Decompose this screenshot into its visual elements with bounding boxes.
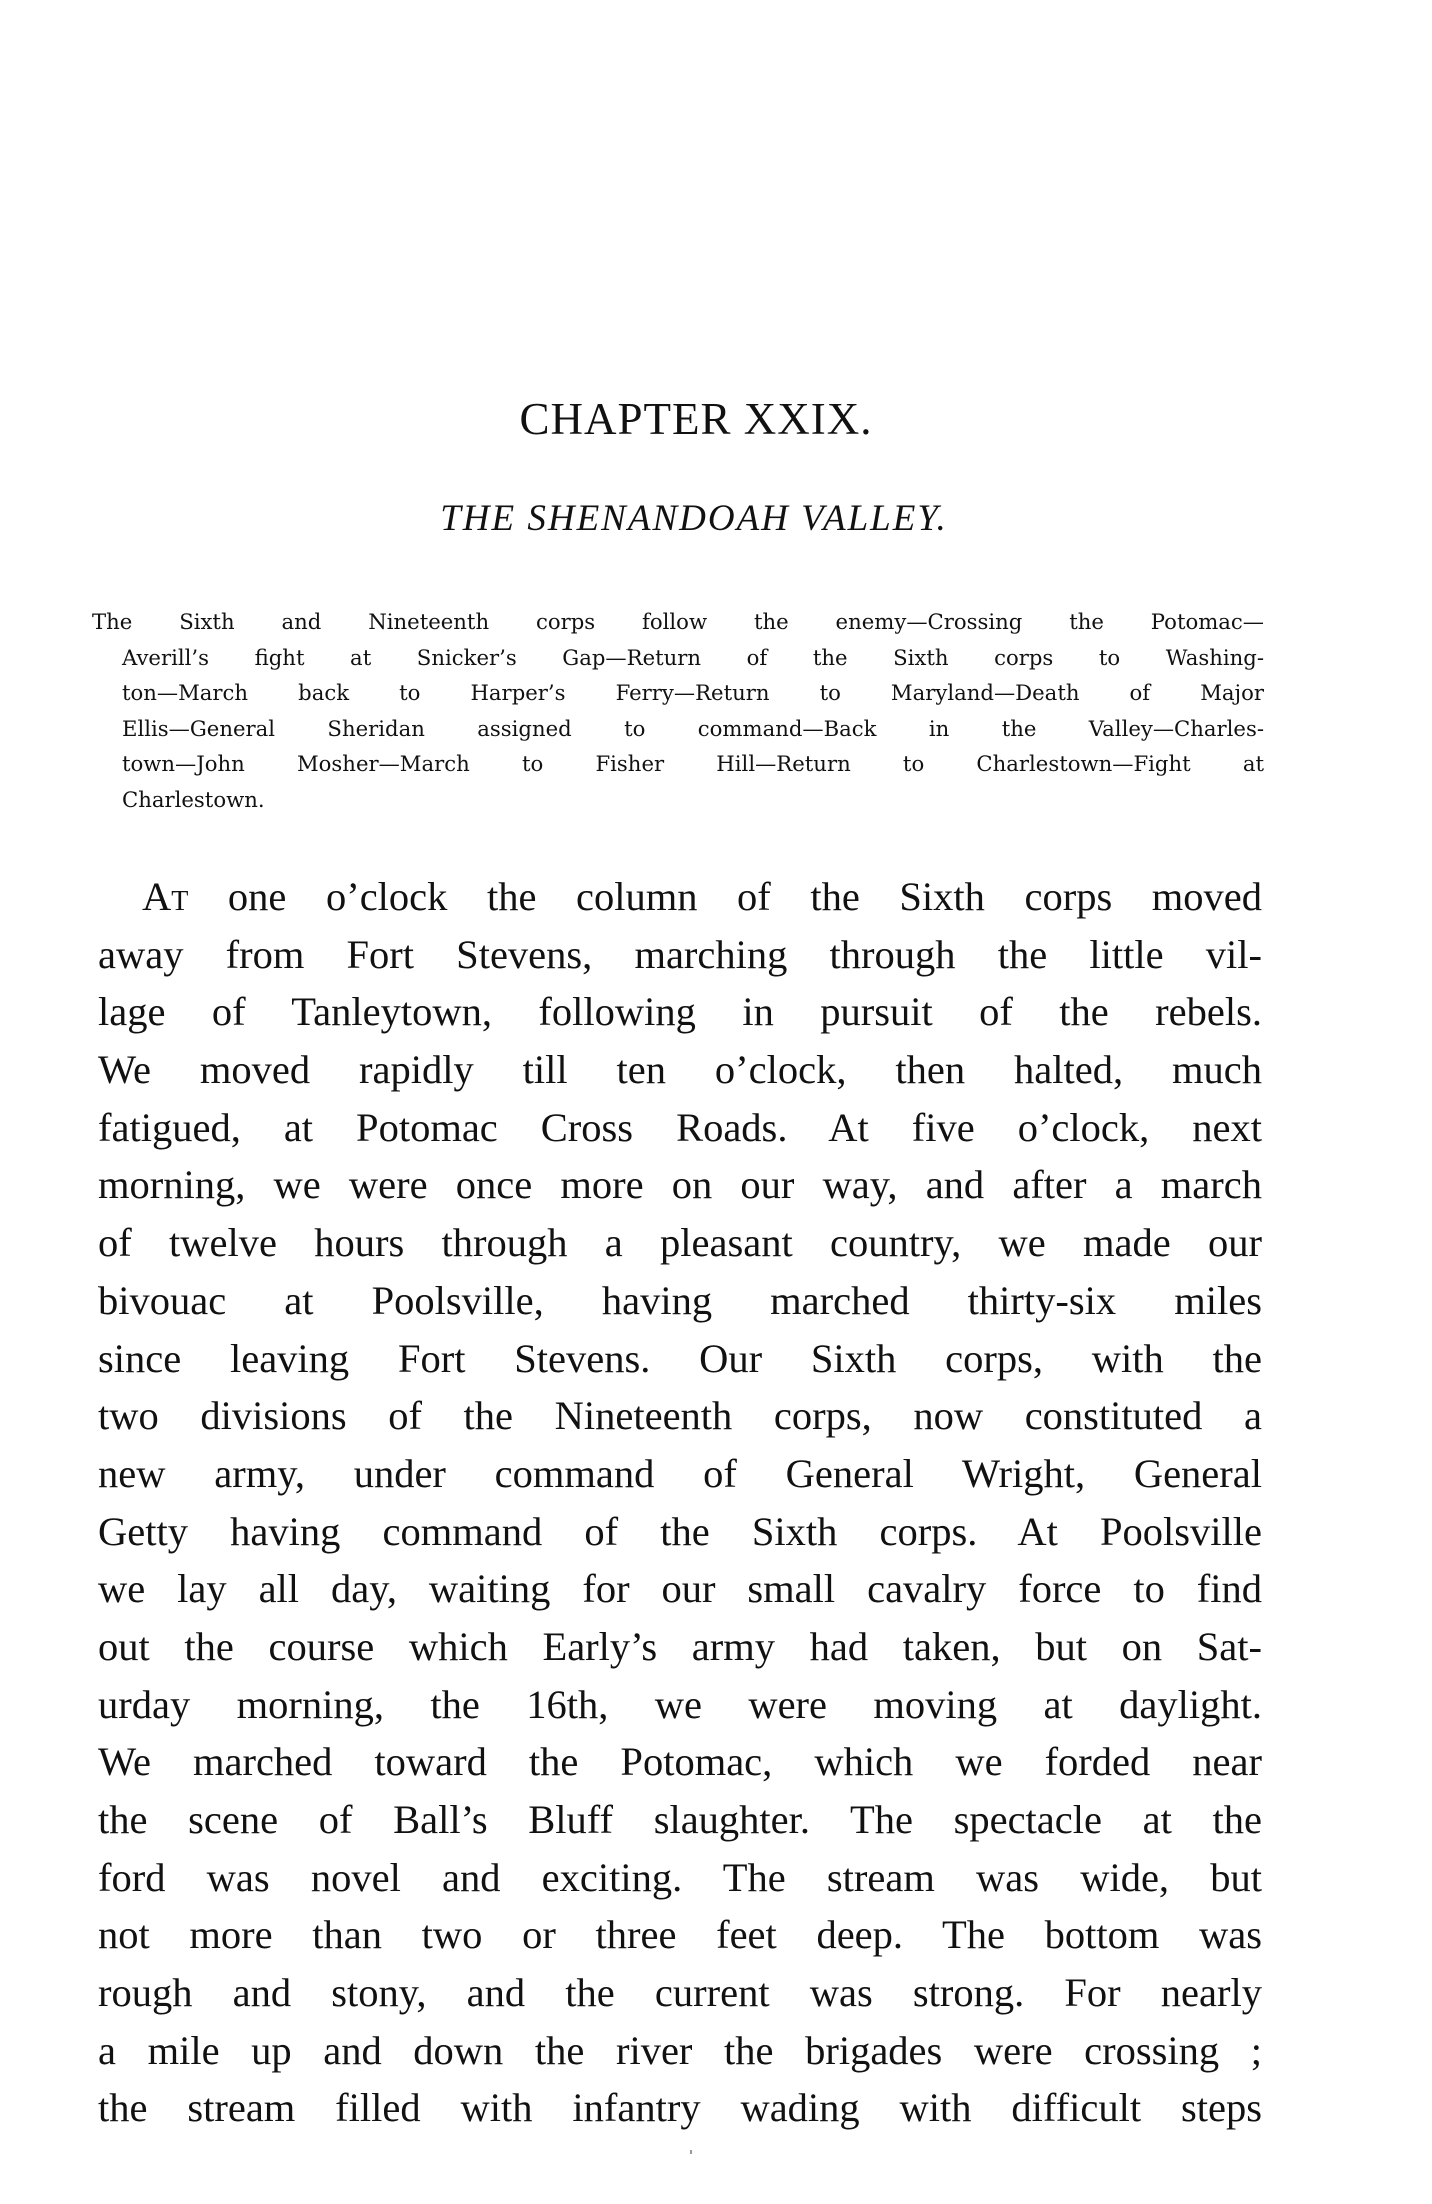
body-line: Getty having command of the Sixth corps. At Poolsville [98,1508,1262,1554]
body-line: the scene of Ball’s Bluff slaughter. The spectacle at the [98,1797,1262,1842]
body-line: urday morning, the 16th, we were moving at daylight. [98,1681,1262,1727]
body-line: rough and stony, and the current was strong. For nearly [98,1970,1262,2016]
body-line: of twelve hours through a pleasant country, we made our [98,1220,1262,1266]
synopsis-line: Charlestown. [122,786,265,812]
synopsis-line: ton—March back to Harper’s Ferry—Return to Maryland—Death of Major [122,680,1264,705]
synopsis-line: Ellis—General Sheridan assigned to command—Back in the Valley—Charles- [122,715,1264,741]
body-line: bivouac at Poolsville, having marched thirty-six miles [98,1277,1262,1323]
body-line: since leaving Fort Stevens. Our Sixth corps, with the [98,1335,1262,1381]
body-line: lage of Tanleytown, following in pursuit of the rebels. [98,989,1262,1035]
body-line: morning, we were once more on our way, and after a march [98,1162,1262,1208]
chapter-subtitle: THE SHENANDOAH VALLEY. [440,498,948,539]
first-line-rest: one o’clock the column of the Sixth corps moved [227,874,1262,919]
body-line: two divisions of the Nineteenth corps, now constituted a [98,1393,1262,1439]
chapter-synopsis [92,604,1264,817]
body-line: a mile up and down the river the brigades were crossing ; [98,2027,1262,2073]
synopsis-line: The Sixth and Nineteenth corps follow the enemy—Crossing the Potomac— [92,609,1264,634]
body-line: the stream filled with infantry wading with difficult steps [98,2085,1262,2131]
scan-speck [690,2150,692,2154]
body-line: new army, under command of General Wright, General [98,1450,1262,1496]
body-line: We moved rapidly till ten o’clock, then halted, much [98,1047,1262,1093]
chapter-title: CHAPTER XXIX. [519,394,873,444]
body-line: not more than two or three feet deep. The bottom was [98,1912,1262,1958]
body-line: away from Fort Stevens, marching through the little vil- [98,931,1262,977]
body-line: ford was novel and exciting. The stream was wide, but [98,1854,1262,1900]
synopsis-line: Averill’s fight at Snicker’s Gap—Return of the Sixth corps to Washing- [122,644,1264,670]
body-line: We marched toward the Potomac, which we forded near [98,1739,1262,1785]
body-paragraph [98,868,1262,2137]
synopsis-line: town—John Mosher—March to Fisher Hill—Return to Charlestown—Fight at [122,751,1264,776]
body-line: out the course which Early’s army had taken, but on Sat- [98,1623,1262,1669]
first-word-initial: At [142,874,189,919]
body-line: fatigued, at Potomac Cross Roads. At five o’clock, next [98,1104,1262,1150]
body-line: we lay all day, waiting for our small cavalry force to find [98,1566,1262,1612]
body-line-first [98,868,1262,926]
